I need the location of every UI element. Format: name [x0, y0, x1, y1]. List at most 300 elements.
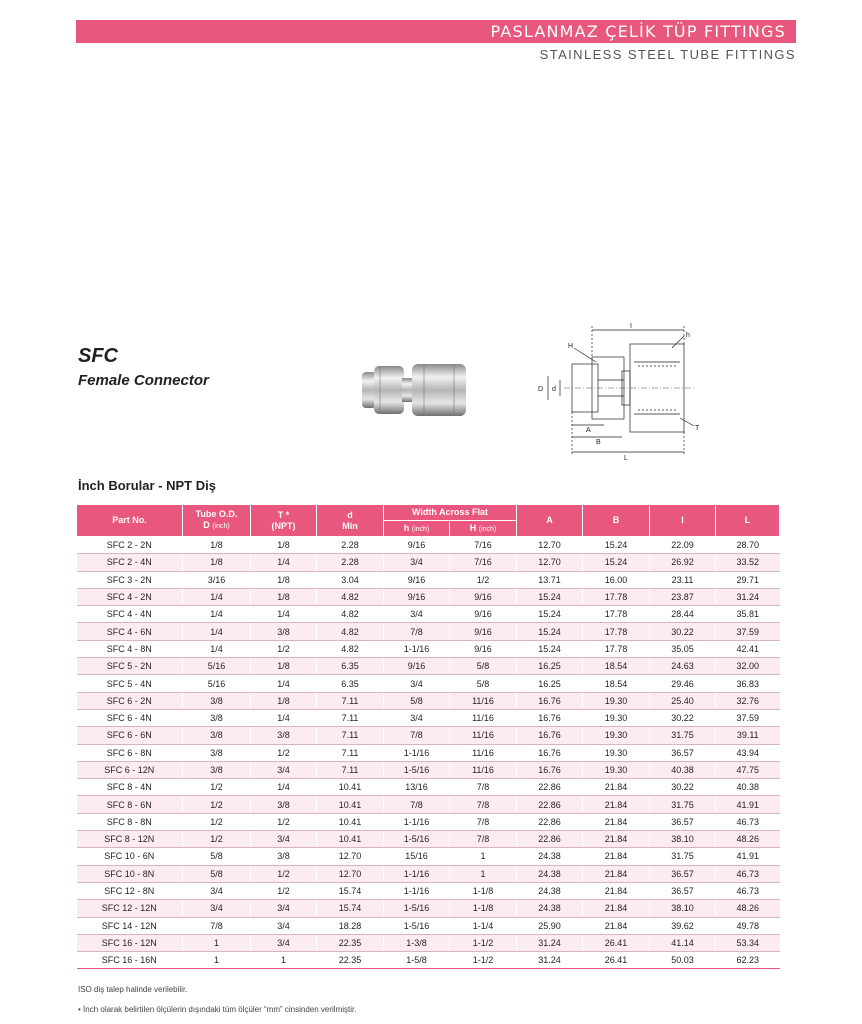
table-cell: 25.90	[517, 917, 583, 934]
header-t: T * (NPT)	[251, 505, 317, 537]
table-cell: 3/8	[251, 623, 317, 640]
table-cell: 15.24	[517, 588, 583, 605]
table-cell: 5/8	[183, 848, 251, 865]
header-d: d Min	[317, 505, 384, 537]
table-cell: 3/4	[384, 709, 450, 726]
table-row	[77, 744, 780, 761]
table-cell: SFC 6 - 8N	[77, 744, 183, 761]
table-cell: 10.41	[317, 796, 384, 813]
table-cell: 1/8	[251, 571, 317, 588]
table-cell: 16.76	[517, 727, 583, 744]
table-cell: 1/4	[251, 606, 317, 623]
table-row	[77, 917, 780, 934]
table-cell: 1/2	[183, 813, 251, 830]
table-cell: 28.70	[716, 537, 780, 554]
table-cell: 1/8	[251, 692, 317, 709]
table-cell: 24.38	[517, 848, 583, 865]
table-cell: 21.84	[583, 779, 650, 796]
table-cell: SFC 2 - 4N	[77, 554, 183, 571]
table-cell: 21.84	[583, 865, 650, 882]
drawing-label-h-small: h	[686, 332, 690, 339]
table-cell: 24.38	[517, 900, 583, 917]
table-cell: 1	[450, 865, 517, 882]
table-cell: 31.75	[650, 727, 716, 744]
table-cell: 1/4	[183, 588, 251, 605]
table-row	[77, 882, 780, 899]
table-row	[77, 537, 780, 554]
table-cell: 3/8	[251, 727, 317, 744]
table-cell: 3/8	[183, 727, 251, 744]
header-title-turkish: PASLANMAZ ÇELİK TÜP FITTINGS	[490, 22, 786, 41]
table-cell: 7/16	[450, 537, 517, 554]
table-row	[77, 727, 780, 744]
table-cell: SFC 6 - 12N	[77, 761, 183, 778]
table-cell: 15.24	[517, 623, 583, 640]
table-cell: 16.25	[517, 658, 583, 675]
table-cell: 30.22	[650, 779, 716, 796]
header-a: A	[517, 505, 583, 537]
table-cell: 24.38	[517, 882, 583, 899]
table-cell: 1-1/16	[384, 640, 450, 657]
table-cell: 5/8	[450, 675, 517, 692]
table-cell: 9/16	[384, 588, 450, 605]
table-cell: 19.30	[583, 709, 650, 726]
table-cell: 6.35	[317, 675, 384, 692]
table-row	[77, 848, 780, 865]
table-row	[77, 952, 780, 969]
table-cell: 33.52	[716, 554, 780, 571]
table-cell: 15.74	[317, 900, 384, 917]
table-cell: 3/4	[251, 934, 317, 951]
table-cell: 35.81	[716, 606, 780, 623]
table-cell: 4.82	[317, 640, 384, 657]
table-cell: 1/2	[183, 831, 251, 848]
table-cell: 1-3/8	[384, 934, 450, 951]
table-cell: SFC 8 - 12N	[77, 831, 183, 848]
table-cell: 3/8	[251, 796, 317, 813]
drawing-label-h-big: H	[568, 343, 574, 350]
table-cell: 3/4	[251, 831, 317, 848]
table-cell: 1/4	[183, 606, 251, 623]
table-cell: SFC 8 - 4N	[77, 779, 183, 796]
table-cell: 1/8	[183, 554, 251, 571]
header-tube-od: Tube O.D. D (inch)	[183, 505, 251, 537]
table-cell: 3/8	[183, 744, 251, 761]
table-cell: 5/8	[183, 865, 251, 882]
table-cell: 46.73	[716, 882, 780, 899]
table-row	[77, 761, 780, 778]
table-cell: 40.38	[716, 779, 780, 796]
table-cell: 31.75	[650, 796, 716, 813]
table-cell: SFC 4 - 4N	[77, 606, 183, 623]
table-cell: 1/2	[251, 882, 317, 899]
table-body	[77, 537, 780, 969]
table-cell: 1-5/16	[384, 761, 450, 778]
table-cell: 13.71	[517, 571, 583, 588]
table-cell: 7.11	[317, 761, 384, 778]
table-cell: 36.57	[650, 813, 716, 830]
table-row	[77, 900, 780, 917]
table-cell: 3/8	[251, 848, 317, 865]
table-cell: 5/8	[384, 692, 450, 709]
table-cell: 40.38	[650, 761, 716, 778]
table-row	[77, 865, 780, 882]
table-row	[77, 692, 780, 709]
table-cell: 36.57	[650, 882, 716, 899]
table-cell: 5/16	[183, 658, 251, 675]
table-cell: 16.76	[517, 744, 583, 761]
table-cell: 4.82	[317, 588, 384, 605]
table-row	[77, 796, 780, 813]
table-cell: 17.78	[583, 606, 650, 623]
table-cell: 22.35	[317, 952, 384, 969]
table-cell: 24.38	[517, 865, 583, 882]
table-cell: 28.44	[650, 606, 716, 623]
header-h-small: h (inch)	[384, 521, 450, 537]
table-cell: SFC 5 - 2N	[77, 658, 183, 675]
product-photo	[360, 360, 468, 420]
table-cell: 17.78	[583, 623, 650, 640]
table-cell: 1/2	[251, 744, 317, 761]
table-cell: 1-5/8	[384, 952, 450, 969]
table-cell: 37.59	[716, 709, 780, 726]
table-cell: 39.62	[650, 917, 716, 934]
product-code: SFC	[78, 345, 118, 367]
table-cell: 48.26	[716, 831, 780, 848]
table-cell: 26.41	[583, 934, 650, 951]
table-cell: 1/8	[251, 537, 317, 554]
table-cell: 3/4	[384, 675, 450, 692]
table-cell: SFC 16 - 12N	[77, 934, 183, 951]
table-cell: 18.28	[317, 917, 384, 934]
table-cell: 3/8	[183, 709, 251, 726]
table-cell: 15.24	[583, 537, 650, 554]
table-cell: 16.00	[583, 571, 650, 588]
header-l: L	[716, 505, 780, 537]
table-cell: 43.94	[716, 744, 780, 761]
table-cell: 19.30	[583, 744, 650, 761]
table-cell: 1	[450, 848, 517, 865]
table-cell: 12.70	[517, 554, 583, 571]
table-cell: 7.11	[317, 727, 384, 744]
table-cell: 3/8	[183, 761, 251, 778]
table-cell: 1/4	[183, 623, 251, 640]
table-cell: 1-5/16	[384, 917, 450, 934]
table-cell: 23.87	[650, 588, 716, 605]
drawing-label-b: B	[596, 439, 601, 446]
table-cell: 1/4	[251, 554, 317, 571]
section-title: İnch Borular - NPT Diş	[78, 478, 216, 493]
table-row	[77, 588, 780, 605]
table-row	[77, 675, 780, 692]
table-cell: 1/2	[450, 571, 517, 588]
table-cell: 12.70	[317, 848, 384, 865]
table-row	[77, 831, 780, 848]
table-cell: SFC 4 - 2N	[77, 588, 183, 605]
table-cell: 6.35	[317, 658, 384, 675]
table-cell: 1-1/16	[384, 744, 450, 761]
dimensions-table	[76, 504, 780, 969]
table-cell: 12.70	[517, 537, 583, 554]
table-cell: 38.10	[650, 831, 716, 848]
table-cell: 3.04	[317, 571, 384, 588]
table-row	[77, 554, 780, 571]
table-cell: 1/4	[251, 709, 317, 726]
table-cell: 11/16	[450, 727, 517, 744]
table-cell: SFC 6 - 6N	[77, 727, 183, 744]
table-cell: 31.24	[716, 588, 780, 605]
table-cell: SFC 8 - 8N	[77, 813, 183, 830]
table-cell: 15.74	[317, 882, 384, 899]
table-cell: 21.84	[583, 900, 650, 917]
table-cell: 46.73	[716, 865, 780, 882]
table-cell: SFC 5 - 4N	[77, 675, 183, 692]
table-cell: 7/8	[450, 813, 517, 830]
table-cell: 30.22	[650, 709, 716, 726]
table-cell: 31.75	[650, 848, 716, 865]
table-cell: SFC 12 - 12N	[77, 900, 183, 917]
table-cell: 1-1/4	[450, 917, 517, 934]
table-cell: 10.41	[317, 831, 384, 848]
table-cell: 32.00	[716, 658, 780, 675]
table-cell: 3/8	[183, 692, 251, 709]
table-cell: SFC 4 - 8N	[77, 640, 183, 657]
table-cell: 38.10	[650, 900, 716, 917]
table-cell: 3/4	[384, 554, 450, 571]
table-cell: 1/4	[183, 640, 251, 657]
table-cell: SFC 10 - 8N	[77, 865, 183, 882]
table-cell: 1/8	[183, 537, 251, 554]
table-cell: 11/16	[450, 744, 517, 761]
table-cell: 1-1/8	[450, 882, 517, 899]
table-cell: 1	[183, 934, 251, 951]
table-cell: 22.35	[317, 934, 384, 951]
table-cell: 1-5/16	[384, 831, 450, 848]
table-cell: 18.54	[583, 675, 650, 692]
table-cell: 11/16	[450, 709, 517, 726]
table-cell: 29.46	[650, 675, 716, 692]
table-cell: 31.24	[517, 934, 583, 951]
table-cell: 9/16	[384, 571, 450, 588]
table-row	[77, 623, 780, 640]
technical-drawing	[534, 322, 714, 462]
drawing-label-d-big: D	[538, 386, 544, 393]
table-cell: 21.84	[583, 796, 650, 813]
table-cell: 36.57	[650, 865, 716, 882]
table-row	[77, 571, 780, 588]
table-cell: SFC 3 - 2N	[77, 571, 183, 588]
note-iso-thread: ISO diş talep halinde verilebilir.	[78, 985, 188, 994]
table-cell: 22.86	[517, 813, 583, 830]
table-cell: 1/8	[251, 658, 317, 675]
table-cell: 7.11	[317, 692, 384, 709]
table-cell: 16.76	[517, 761, 583, 778]
table-cell: SFC 10 - 6N	[77, 848, 183, 865]
table-cell: 2.28	[317, 537, 384, 554]
table-cell: 16.25	[517, 675, 583, 692]
table-cell: 3/4	[384, 606, 450, 623]
table-cell: SFC 8 - 6N	[77, 796, 183, 813]
table-cell: 35.05	[650, 640, 716, 657]
table-row	[77, 813, 780, 830]
table-row	[77, 709, 780, 726]
product-name: Female Connector	[78, 372, 209, 389]
table-cell: 39.11	[716, 727, 780, 744]
table-cell: 7/8	[450, 831, 517, 848]
table-cell: 9/16	[450, 623, 517, 640]
table-cell: 23.11	[650, 571, 716, 588]
table-cell: 42.41	[716, 640, 780, 657]
table-cell: 9/16	[450, 640, 517, 657]
table-cell: 24.63	[650, 658, 716, 675]
drawing-label-i: I	[630, 323, 632, 330]
table-cell: 1-1/16	[384, 865, 450, 882]
drawing-label-l: L	[624, 455, 628, 462]
table-cell: 21.84	[583, 882, 650, 899]
table-cell: 11/16	[450, 692, 517, 709]
table-cell: 7/8	[384, 623, 450, 640]
table-cell: 7/8	[450, 779, 517, 796]
table-cell: 41.91	[716, 796, 780, 813]
table-cell: 1-5/16	[384, 900, 450, 917]
table-cell: 9/16	[384, 537, 450, 554]
table-cell: 10.41	[317, 813, 384, 830]
header-banner	[76, 20, 796, 43]
table-cell: SFC 12 - 8N	[77, 882, 183, 899]
table-row	[77, 779, 780, 796]
table-row	[77, 658, 780, 675]
table-cell: 19.30	[583, 692, 650, 709]
header-i: I	[650, 505, 716, 537]
table-cell: 7.11	[317, 709, 384, 726]
table-cell: 1/4	[251, 779, 317, 796]
table-cell: 1-1/2	[450, 934, 517, 951]
table-cell: 15.24	[583, 554, 650, 571]
header-width-across-flat: Width Across Flat	[384, 505, 517, 521]
table-cell: 21.84	[583, 813, 650, 830]
table-cell: 47.75	[716, 761, 780, 778]
table-cell: 22.09	[650, 537, 716, 554]
table-cell: 1/2	[251, 865, 317, 882]
table-cell: 1/2	[183, 796, 251, 813]
table-cell: 7.11	[317, 744, 384, 761]
table-cell: SFC 14 - 12N	[77, 917, 183, 934]
drawing-label-a: A	[586, 427, 591, 434]
table-cell: 19.30	[583, 727, 650, 744]
table-cell: 62.23	[716, 952, 780, 969]
header-h-big: H (inch)	[450, 521, 517, 537]
table-cell: 7/8	[450, 796, 517, 813]
table-cell: 9/16	[384, 658, 450, 675]
table-cell: 4.82	[317, 606, 384, 623]
table-cell: 2.28	[317, 554, 384, 571]
drawing-label-d-small: d	[552, 386, 556, 393]
header-part-no: Part No.	[77, 505, 183, 537]
table-cell: 30.22	[650, 623, 716, 640]
table-cell: 10.41	[317, 779, 384, 796]
table-cell: 21.84	[583, 831, 650, 848]
table-cell: 16.76	[517, 709, 583, 726]
table-cell: 36.57	[650, 744, 716, 761]
table-cell: 19.30	[583, 761, 650, 778]
table-cell: 12.70	[317, 865, 384, 882]
table-cell: 32.76	[716, 692, 780, 709]
table-row	[77, 934, 780, 951]
table-cell: 49.78	[716, 917, 780, 934]
table-cell: 1/8	[251, 588, 317, 605]
table-cell: 5/16	[183, 675, 251, 692]
table-cell: 7/8	[384, 796, 450, 813]
table-cell: 7/8	[183, 917, 251, 934]
table-cell: 15.24	[517, 606, 583, 623]
table-cell: 21.84	[583, 848, 650, 865]
table-cell: 16.76	[517, 692, 583, 709]
table-cell: SFC 6 - 4N	[77, 709, 183, 726]
table-cell: 1/2	[251, 640, 317, 657]
header-b: B	[583, 505, 650, 537]
table-cell: 1/2	[183, 779, 251, 796]
table-cell: 17.78	[583, 588, 650, 605]
table-cell: 22.86	[517, 779, 583, 796]
table-cell: 22.86	[517, 796, 583, 813]
table-cell: 3/4	[251, 900, 317, 917]
table-cell: 17.78	[583, 640, 650, 657]
table-row	[77, 606, 780, 623]
table-cell: 1	[183, 952, 251, 969]
table-cell: 3/4	[183, 900, 251, 917]
table-cell: SFC 16 - 16N	[77, 952, 183, 969]
table-cell: 29.71	[716, 571, 780, 588]
table-cell: 1-1/2	[450, 952, 517, 969]
table-cell: 22.86	[517, 831, 583, 848]
table-cell: 46.73	[716, 813, 780, 830]
table-cell: 3/4	[251, 761, 317, 778]
header-title-english: STAINLESS STEEL TUBE FITTINGS	[539, 47, 796, 62]
table-cell: 48.26	[716, 900, 780, 917]
table-cell: SFC 2 - 2N	[77, 537, 183, 554]
table-cell: SFC 4 - 6N	[77, 623, 183, 640]
table-cell: 9/16	[450, 588, 517, 605]
table-cell: 31.24	[517, 952, 583, 969]
table-cell: 36.83	[716, 675, 780, 692]
table-cell: 50.03	[650, 952, 716, 969]
table-cell: 7/8	[384, 727, 450, 744]
table-cell: 11/16	[450, 761, 517, 778]
table-row	[77, 640, 780, 657]
table-cell: 1-1/8	[450, 900, 517, 917]
table-cell: 1/2	[251, 813, 317, 830]
table-cell: 25.40	[650, 692, 716, 709]
table-cell: 7/16	[450, 554, 517, 571]
table-cell: 41.91	[716, 848, 780, 865]
table-cell: 53.34	[716, 934, 780, 951]
table-cell: 26.92	[650, 554, 716, 571]
table-cell: 3/4	[251, 917, 317, 934]
table-cell: 41.14	[650, 934, 716, 951]
table-cell: 26.41	[583, 952, 650, 969]
table-cell: 3/4	[183, 882, 251, 899]
table-cell: 5/8	[450, 658, 517, 675]
note-units: • İnch olarak belirtilen ölçülerin dışındaki tüm ölçüler “mm” cinsinden verilmiştir.	[78, 1005, 357, 1014]
table-cell: 1	[251, 952, 317, 969]
table-cell: 13/16	[384, 779, 450, 796]
table-cell: 18.54	[583, 658, 650, 675]
table-cell: 21.84	[583, 917, 650, 934]
drawing-label-t: T	[695, 425, 700, 432]
table-cell: 15/16	[384, 848, 450, 865]
table-cell: SFC 6 - 2N	[77, 692, 183, 709]
table-cell: 1-1/16	[384, 882, 450, 899]
